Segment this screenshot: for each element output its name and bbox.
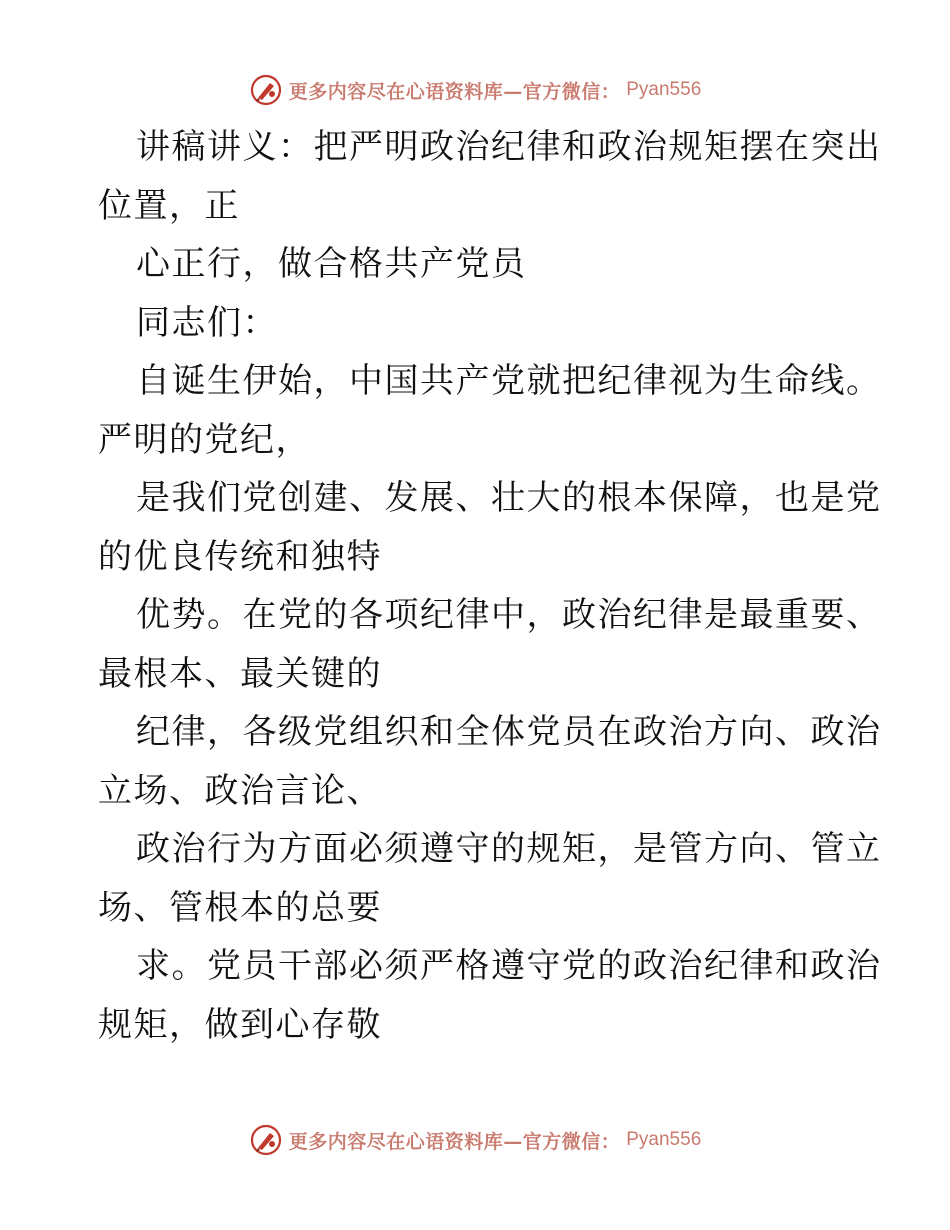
pen-logo-icon [249, 73, 283, 107]
text-line: 纪律，各级党组织和全体党员在政治方向、政治 [136, 712, 882, 752]
text-line: 场、管根本的总要 [98, 887, 382, 928]
text-line: 讲稿讲义：把严明政治纪律和政治规矩摆在突出 [136, 127, 882, 167]
header-watermark [0, 70, 950, 110]
pen-logo-icon [249, 1123, 283, 1157]
watermark-account: Pyan556 [626, 1129, 702, 1150]
watermark-account: Pyan556 [626, 79, 702, 100]
text-line: 最根本、最关键的 [98, 653, 382, 694]
watermark-text: 更多内容尽在心语资料库—官方微信： [288, 80, 621, 103]
document-body [98, 118, 882, 1054]
text-line: 政治行为方面必须遵守的规矩，是管方向、管立 [136, 829, 882, 869]
text-line: 同志们： [136, 302, 278, 343]
text-line: 的优良传统和独特 [98, 536, 382, 577]
text-line: 求。党员干部必须严格遵守党的政治纪律和政治 [136, 946, 882, 986]
text-line: 优势。在党的各项纪律中，政治纪律是最重要、 [136, 595, 882, 635]
text-line: 是我们党创建、发展、壮大的根本保障，也是党 [136, 478, 882, 518]
text-line: 立场、政治言论、 [98, 770, 382, 811]
footer-watermark [0, 1120, 950, 1160]
text-line: 自诞生伊始，中国共产党就把纪律视为生命线。 [136, 361, 882, 401]
watermark-text: 更多内容尽在心语资料库—官方微信： [288, 1130, 621, 1153]
text-line: 规矩，做到心存敬 [98, 1004, 382, 1045]
text-line: 心正行，做合格共产党员 [136, 244, 527, 284]
text-line: 严明的党纪， [98, 419, 311, 460]
text-line: 位置，正 [98, 185, 240, 226]
